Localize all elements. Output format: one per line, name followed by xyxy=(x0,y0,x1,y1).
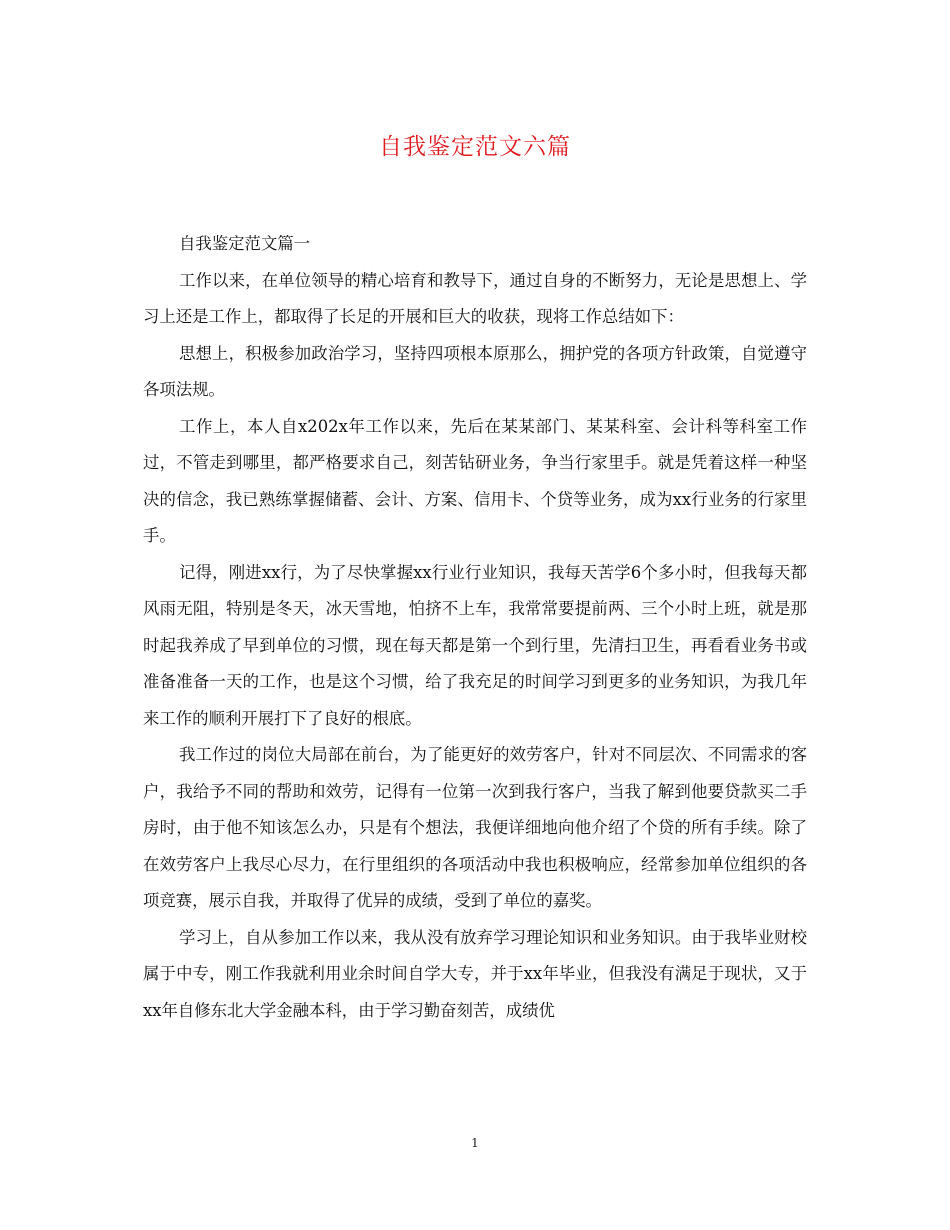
paragraph-study: 学习上，自从参加工作以来，我从没有放弃学习理论知识和业务知识。由于我毕业财校属于中专，刚工作我就利用业余时间自学大专，并于xx年毕业，但我没有满足于现状，又于xx年自修东北大学金融本科，由于学习勤奋刻苦，成绩优 xyxy=(143,927,807,1020)
document-body xyxy=(143,226,807,1029)
page-number: 1 xyxy=(471,1136,479,1150)
document-title: 自我鉴定范文六篇 xyxy=(379,134,571,160)
paragraph-service: 我工作过的岗位大局部在前台，为了能更好的效劳客户，针对不同层次、不同需求的客户，我给予不同的帮助和效劳，记得有一位第一次到我行客户，当我了解到他要贷款买二手房时，由于他不知该怎么办，只是有个想法，我便详细地向他介绍了个贷的所有手续。除了在效劳客户上我尽心尽力，在行里组织的各项活动中我也积极响应，经常参加单位组织的各项竞赛，展示自我，并取得了优异的成绩，受到了单位的嘉奖。 xyxy=(143,745,807,910)
paragraph-memory: 记得，刚进xx行，为了尽快掌握xx行业行业知识，我每天苦学6个多小时，但我每天都风雨无阻，特别是冬天，冰天雪地，怕挤不上车，我常常要提前两、三个小时上班，就是那时起我养成了早到单位的习惯，现在每天都是第一个到行里，先清扫卫生，再看看业务书或准备准备一天的工作，也是这个习惯，给了我充足的时间学习到更多的业务知识，为我几年来工作的顺利开展打下了良好的根底。 xyxy=(143,562,807,728)
paragraph-work: 工作上，本人自x202x年工作以来，先后在某某部门、某某科室、会计科等科室工作过，不管走到哪里，都严格要求自己，刻苦钻研业务，争当行家里手。就是凭着这样一种坚决的信念，我已熟练掌握储蓄、会计、方案、信用卡、个贷等业务，成为xx行业务的行家里手。 xyxy=(143,416,807,545)
section-heading: 自我鉴定范文篇一 xyxy=(179,234,311,253)
paragraph-thinking: 思想上，积极参加政治学习，坚持四项根本原那么，拥护党的各项方针政策，自觉遵守各项法规。 xyxy=(143,343,807,399)
paragraph-intro: 工作以来，在单位领导的精心培育和教导下，通过自身的不断努力，无论是思想上、学习上还是工作上，都取得了长足的开展和巨大的收获，现将工作总结如下： xyxy=(143,270,807,326)
